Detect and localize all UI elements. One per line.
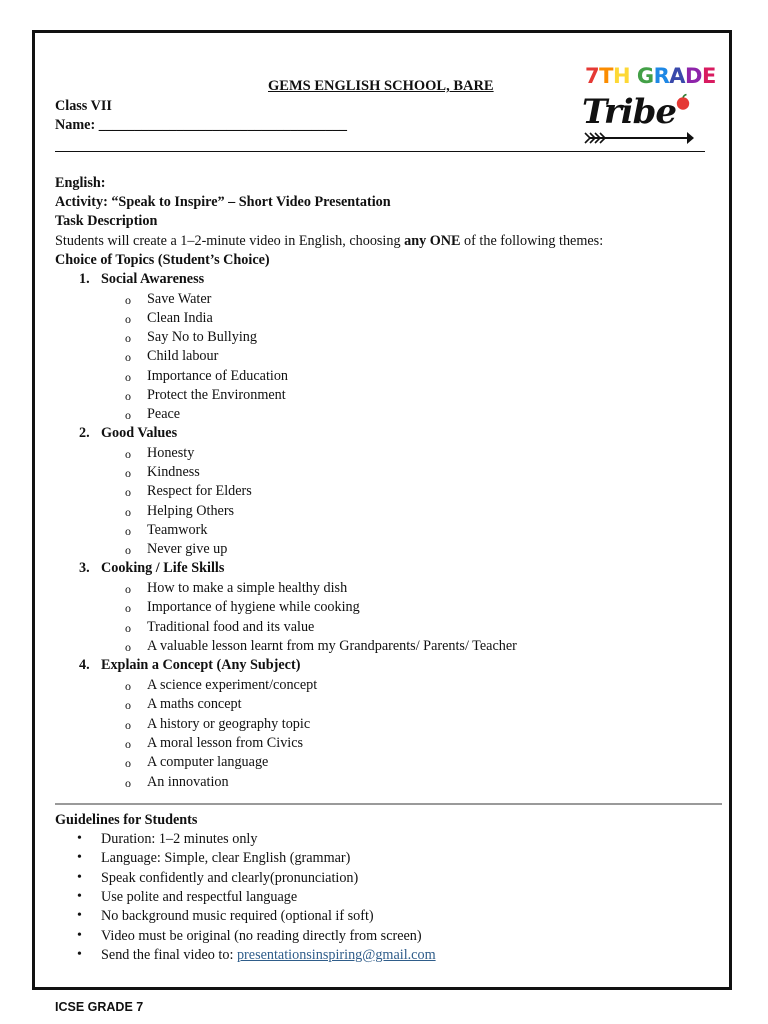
list-item: Traditional food and its value bbox=[147, 619, 315, 635]
circle-bullet-icon: o bbox=[125, 293, 131, 307]
circle-bullet-icon: o bbox=[125, 737, 131, 751]
bullet-dot-icon: • bbox=[77, 908, 82, 923]
logo-letter: R bbox=[653, 64, 670, 88]
circle-bullet-icon: o bbox=[125, 543, 131, 557]
list-item: Peace bbox=[147, 406, 181, 422]
logo-letter: T bbox=[599, 64, 613, 88]
footer-text: ICSE GRADE 7 bbox=[55, 1000, 144, 1014]
list-item: Protect the Environment bbox=[147, 387, 286, 403]
list-item: Helping Others bbox=[147, 503, 235, 519]
circle-bullet-icon: o bbox=[125, 350, 131, 364]
circle-bullet-icon: o bbox=[125, 776, 131, 790]
circle-bullet-icon: o bbox=[125, 698, 131, 712]
circle-bullet-icon: o bbox=[125, 408, 131, 422]
topic-title: Good Values bbox=[101, 425, 178, 441]
arrow-icon bbox=[583, 130, 695, 146]
task-text-pre: Students will create a 1–2-minute video in English, choosing bbox=[55, 233, 405, 249]
guideline-item: Use polite and respectful language bbox=[101, 889, 298, 905]
guideline-item: No background music required (optional if soft) bbox=[101, 908, 374, 924]
list-item: A valuable lesson learnt from my Grandparents/ Parents/ Teacher bbox=[147, 638, 517, 654]
bullet-dot-icon: • bbox=[77, 870, 82, 885]
logo-letter: D bbox=[685, 64, 702, 88]
list-item: Teamwork bbox=[147, 522, 208, 538]
circle-bullet-icon: o bbox=[125, 640, 131, 654]
section-divider bbox=[55, 803, 722, 805]
circle-bullet-icon: o bbox=[125, 312, 131, 326]
guideline-item: Video must be original (no reading directly from screen) bbox=[101, 928, 422, 944]
topic-title: Social Awareness bbox=[101, 271, 205, 287]
list-item: Respect for Elders bbox=[147, 483, 252, 499]
apple-icon bbox=[674, 93, 692, 111]
send-label: Send the final video to: bbox=[101, 947, 237, 963]
bullet-dot-icon: • bbox=[77, 889, 82, 904]
list-item: A computer language bbox=[147, 754, 269, 770]
circle-bullet-icon: o bbox=[125, 756, 131, 770]
topic-number: 2. bbox=[79, 425, 90, 441]
guideline-item: Speak confidently and clearly(pronunciation) bbox=[101, 870, 359, 886]
circle-bullet-icon: o bbox=[125, 505, 131, 519]
email-link[interactable]: presentationsinspiring@gmail.com bbox=[236, 947, 436, 963]
grade-logo-text bbox=[585, 64, 716, 88]
topic-title: Cooking / Life Skills bbox=[101, 560, 225, 576]
topic-number: 3. bbox=[79, 560, 90, 576]
tribe-logo-text: Tribe bbox=[582, 92, 677, 132]
name-label: Name: bbox=[55, 117, 96, 133]
bullet-dot-icon: • bbox=[77, 947, 82, 962]
activity-heading: Activity: “Speak to Inspire” – Short Video Presentation bbox=[55, 194, 391, 210]
choice-heading: Choice of Topics (Student’s Choice) bbox=[55, 252, 270, 268]
guideline-item: Language: Simple, clear English (grammar) bbox=[101, 850, 351, 866]
list-item: Honesty bbox=[147, 445, 195, 461]
list-item: Child labour bbox=[147, 348, 219, 364]
task-text-post: of the following themes: bbox=[460, 233, 604, 249]
list-item: A maths concept bbox=[147, 696, 242, 712]
list-item: Say No to Bullying bbox=[147, 329, 257, 345]
guidelines-heading: Guidelines for Students bbox=[55, 812, 198, 828]
logo-letter: 7 bbox=[585, 64, 600, 88]
logo-letter: E bbox=[701, 64, 716, 88]
logo-letter: H bbox=[612, 64, 631, 88]
name-blank: ___________________________________ bbox=[98, 117, 348, 133]
list-item: Importance of Education bbox=[147, 368, 289, 384]
header-divider bbox=[55, 151, 705, 152]
task-text-bold: any ONE bbox=[404, 233, 461, 249]
topic-number: 4. bbox=[79, 657, 90, 673]
guideline-item: Duration: 1–2 minutes only bbox=[101, 831, 258, 847]
logo-letter: G bbox=[636, 64, 654, 88]
circle-bullet-icon: o bbox=[125, 621, 131, 635]
list-item: Clean India bbox=[147, 310, 213, 326]
circle-bullet-icon: o bbox=[125, 679, 131, 693]
bullet-dot-icon: • bbox=[77, 928, 82, 943]
task-description bbox=[55, 233, 603, 250]
list-item: Importance of hygiene while cooking bbox=[147, 599, 360, 615]
class-label: Class VII bbox=[55, 98, 112, 114]
guideline-item-send bbox=[101, 947, 436, 964]
circle-bullet-icon: o bbox=[125, 466, 131, 480]
list-item: A moral lesson from Civics bbox=[147, 735, 304, 751]
circle-bullet-icon: o bbox=[125, 447, 131, 461]
list-item: Save Water bbox=[147, 291, 212, 307]
circle-bullet-icon: o bbox=[125, 601, 131, 615]
circle-bullet-icon: o bbox=[125, 370, 131, 384]
list-item: How to make a simple healthy dish bbox=[147, 580, 348, 596]
topic-number: 1. bbox=[79, 271, 90, 287]
list-item: Kindness bbox=[147, 464, 200, 480]
circle-bullet-icon: o bbox=[125, 582, 131, 596]
bullet-dot-icon: • bbox=[77, 831, 82, 846]
logo-letter: A bbox=[669, 64, 686, 88]
logo-letter bbox=[630, 64, 637, 88]
circle-bullet-icon: o bbox=[125, 389, 131, 403]
circle-bullet-icon: o bbox=[125, 485, 131, 499]
list-item: An innovation bbox=[147, 774, 229, 790]
topic-title: Explain a Concept (Any Subject) bbox=[101, 657, 301, 673]
bullet-dot-icon: • bbox=[77, 850, 82, 865]
subject-heading: English: bbox=[55, 175, 106, 191]
list-item: A science experiment/concept bbox=[147, 677, 318, 693]
circle-bullet-icon: o bbox=[125, 524, 131, 538]
school-name: GEMS ENGLISH SCHOOL, BARE bbox=[268, 78, 494, 94]
circle-bullet-icon: o bbox=[125, 331, 131, 345]
circle-bullet-icon: o bbox=[125, 718, 131, 732]
name-line bbox=[55, 117, 347, 134]
list-item: Never give up bbox=[147, 541, 228, 557]
task-heading: Task Description bbox=[55, 213, 158, 229]
list-item: A history or geography topic bbox=[147, 716, 311, 732]
